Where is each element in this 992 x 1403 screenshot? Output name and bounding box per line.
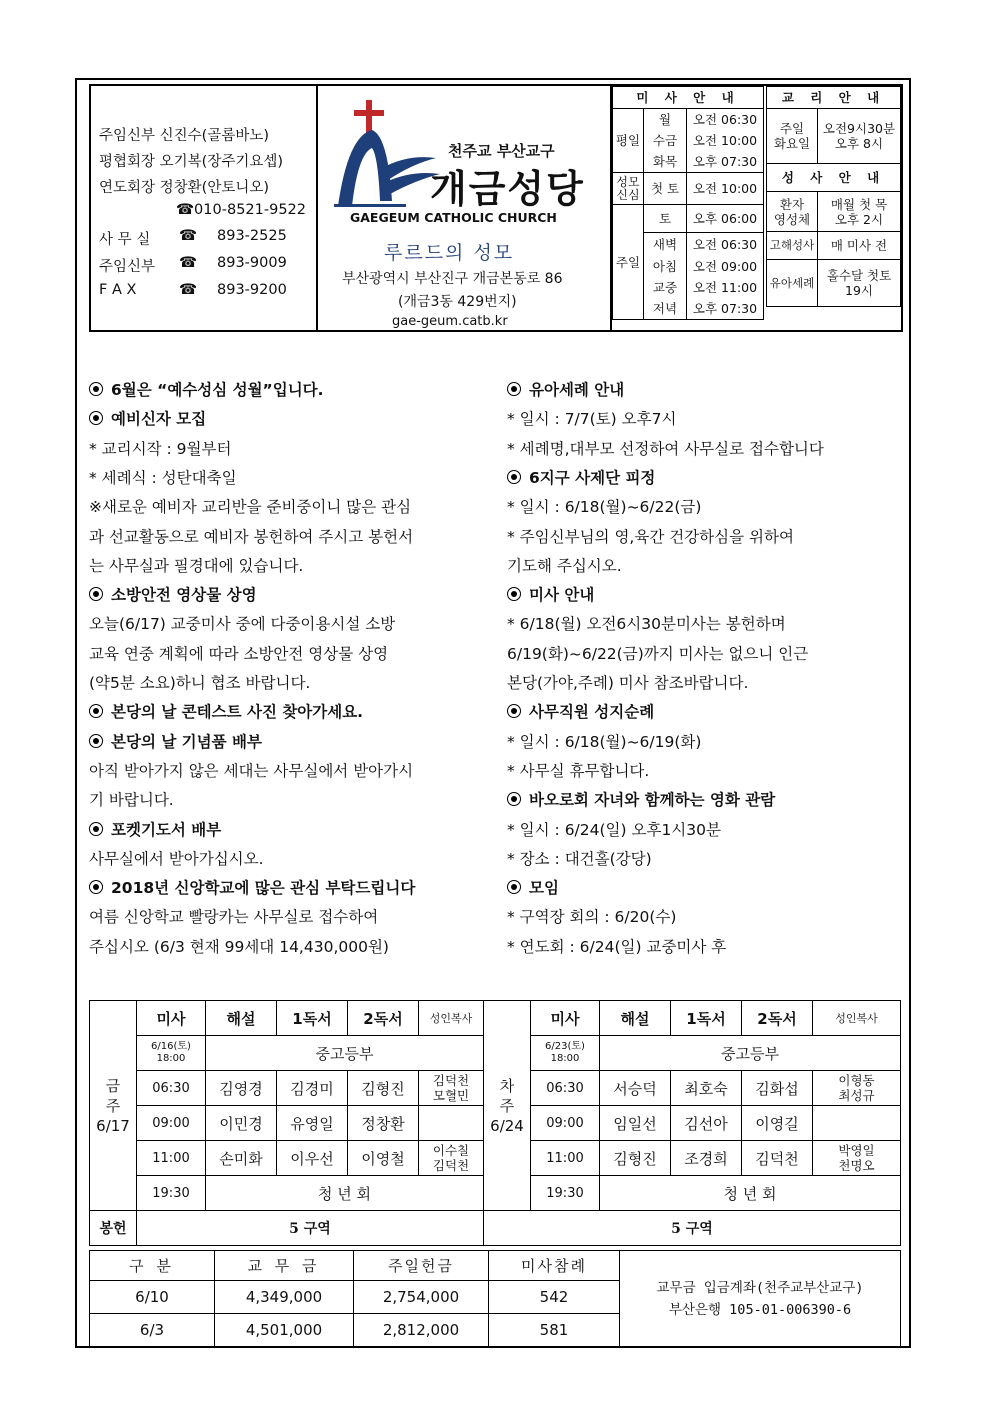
notice-heading: [507, 378, 624, 400]
catechism-days: 주일 화요일: [767, 109, 818, 164]
minister-cell: 김형진: [348, 1071, 419, 1106]
mass-title: 미 사 안 내: [613, 87, 764, 109]
this-week-label: 금 주 6/17: [90, 1001, 137, 1211]
notice-text: * 주임신부님의 영,육간 건강하심을 위하여: [507, 527, 794, 546]
col-header-reading2: 2독서: [742, 1001, 813, 1036]
finance-cell: 4,501,000: [215, 1314, 354, 1347]
notice-line: [89, 759, 413, 781]
catechism-sacrament-table: [766, 86, 901, 307]
diocese-name: 천주교 부산교구: [448, 142, 555, 160]
office-label: 사 무 실: [99, 232, 151, 248]
sat-time: 오후 06:00: [687, 205, 764, 233]
notice-heading: [89, 700, 363, 722]
notice-text: * 일시 : 6/24(일) 오후1시30분: [507, 820, 721, 839]
offering-this-week: 5 구역: [137, 1211, 484, 1246]
weekday-label: 평일: [613, 109, 644, 173]
weekday-day: 화목: [644, 151, 687, 173]
notice-line: [507, 525, 794, 547]
notice-text: 는 사무실과 필경대에 있습니다.: [89, 556, 304, 575]
notice-line: [89, 642, 388, 664]
minister-cell: 유영일: [277, 1106, 348, 1141]
address-line1: 부산광역시 부산진구 개금본동로 86: [342, 271, 563, 287]
minister-cell: 조경희: [671, 1141, 742, 1176]
notice-text: 2018년 신앙학교에 많은 관심 부탁드립니다: [111, 879, 416, 898]
notice-heading: [89, 378, 324, 400]
notice-text: 아직 받아가지 않은 세대는 사무실에서 받아가시: [89, 761, 414, 780]
notice-text: * 6/18(월) 오전6시30분미사는 봉헌하며: [507, 615, 786, 634]
sat-group: 중고등부: [206, 1036, 484, 1071]
notice-line: [507, 437, 824, 459]
col-header-mass: 미사: [531, 1001, 600, 1036]
notice-text: * 연도회 : 6/24(일) 교중미사 후: [507, 937, 727, 956]
bullet-circle-icon: [89, 734, 103, 748]
notice-line: [507, 671, 748, 693]
notice-text: 예비신자 모집: [111, 410, 207, 429]
account-line1: 교무금 입금계좌(천주교부산교구): [656, 1279, 864, 1296]
notice-heading: [89, 730, 262, 752]
bullet-circle-icon: [507, 792, 521, 806]
notice-text: 유아세례 안내: [529, 381, 625, 399]
notice-text: * 교리시작 : 9월부터: [89, 439, 232, 458]
notice-line: [507, 495, 701, 517]
sacrament-when: 매 미사 전: [818, 232, 901, 260]
evening-mass-time: 19:30: [531, 1176, 600, 1211]
sat-group: 중고등부: [600, 1036, 901, 1071]
pastor-phone-label: 주임신부: [99, 259, 156, 275]
notice-heading: [89, 876, 415, 898]
bullet-circle-icon: [507, 704, 521, 718]
bullet-circle-icon: [89, 704, 103, 718]
evening-group: 청 년 회: [206, 1176, 484, 1211]
finance-cell: 2,812,000: [354, 1314, 489, 1347]
notice-text: 교육 연중 계획에 따라 소방안전 영상물 상영: [89, 644, 389, 663]
phone-icon: ☎: [179, 228, 198, 244]
fax-label: F A X: [99, 282, 137, 298]
finance-cell: 2,754,000: [354, 1281, 489, 1314]
bullet-circle-icon: [507, 470, 521, 484]
phone-icon: ☎: [179, 255, 198, 271]
notice-text: * 세례명,대부모 선정하여 사무실로 접수합니다: [507, 439, 824, 458]
finance-header: 교 무 금: [215, 1251, 354, 1281]
notice-heading: [507, 700, 654, 722]
notice-line: [507, 407, 676, 429]
col-header-mass: 미사: [137, 1001, 206, 1036]
sat-day: 토: [644, 205, 687, 233]
notice-line: [89, 495, 411, 517]
bulletin-page: [75, 78, 911, 1348]
sacraments-title: 성 사 안 내: [767, 164, 901, 192]
bullet-circle-icon: [89, 382, 103, 396]
finance-cell: 6/3: [90, 1314, 215, 1347]
notice-text: 6지구 사제단 피정: [529, 468, 656, 487]
offering-next-week: 5 구역: [484, 1211, 901, 1246]
minister-cell: 이영길: [742, 1106, 813, 1141]
minister-cell: [419, 1106, 484, 1141]
minister-cell: 김덕천 모혈민: [419, 1071, 484, 1106]
mass-time-cell: 09:00: [531, 1106, 600, 1141]
notice-text: 6/19(화)~6/22(금)까지 미사는 없으니 인근: [507, 644, 809, 663]
bullet-circle-icon: [89, 822, 103, 836]
finance-header: 구 분: [90, 1251, 215, 1281]
finance-cell: 4,349,000: [215, 1281, 354, 1314]
ministry-schedule-table: [89, 1000, 901, 1246]
notice-heading: [89, 407, 206, 429]
minister-cell: 이형동 최성규: [813, 1071, 901, 1106]
notice-text: 본당의 날 콘테스트 사진 찾아가세요.: [111, 703, 364, 722]
sunday-time: 오전 09:00: [687, 256, 764, 277]
minister-cell: 박영일 천명오: [813, 1141, 901, 1176]
notice-line: [89, 554, 303, 576]
minister-cell: 김선아: [671, 1106, 742, 1141]
finance-header: 주일헌금: [354, 1251, 489, 1281]
col-header-reading1: 1독서: [277, 1001, 348, 1036]
minister-cell: 이우선: [277, 1141, 348, 1176]
sat-mass-time: 6/16(토) 18:00: [137, 1036, 206, 1071]
notice-text: * 사무실 휴무합니다.: [507, 761, 650, 780]
contacts-panel: [91, 86, 318, 330]
notice-heading: [507, 876, 559, 898]
minister-cell: 김화섭: [742, 1071, 813, 1106]
patron-name: 루르드의 성모: [384, 242, 515, 264]
notice-heading: [89, 818, 221, 840]
minister-cell: 서승덕: [600, 1071, 671, 1106]
account-info: [620, 1251, 901, 1347]
sacrament-when: 매월 첫 목 오후 2시: [818, 192, 901, 232]
header-box: [89, 84, 903, 332]
phone-icon: ☎: [179, 282, 198, 298]
notice-text: 미사 안내: [529, 586, 595, 605]
col-header-server: 성인복사: [813, 1001, 901, 1036]
notice-heading: [507, 583, 594, 605]
mass-time-cell: 06:30: [137, 1071, 206, 1106]
notice-text: * 일시 : 6/18(월)~6/22(금): [507, 498, 702, 517]
sunday-time: 오후 07:30: [687, 298, 764, 320]
notice-line: [507, 935, 726, 957]
minister-cell: 최호숙: [671, 1071, 742, 1106]
notice-text: 기도해 주십시오.: [507, 556, 622, 575]
notice-text: 소방안전 영상물 상영: [111, 586, 257, 605]
notice-line: [507, 730, 701, 752]
address-line2: (개금3동 429번지): [398, 294, 517, 310]
notice-text: 여름 신앙학교 빨랑카는 사무실로 접수하여: [89, 908, 379, 927]
church-english-name: GAEGEUM CATHOLIC CHURCH: [350, 210, 557, 225]
next-week-label: 차 주 6/24: [484, 1001, 531, 1211]
notice-text: 사무직원 성지순례: [529, 703, 655, 722]
church-logo-panel: [318, 86, 612, 330]
col-header-reading1: 1독서: [671, 1001, 742, 1036]
church-name: 개금성당: [430, 167, 585, 211]
notice-line: [507, 612, 786, 634]
minister-cell: 이민경: [206, 1106, 277, 1141]
bullet-circle-icon: [89, 587, 103, 601]
office-phone: 893-2525: [217, 228, 287, 244]
sunday-day: 저녁: [644, 298, 687, 320]
notice-line: [507, 847, 652, 869]
notice-text: * 일시 : 7/7(토) 오후7시: [507, 410, 677, 429]
account-line2: 부산은행 105-01-006390-6: [668, 1301, 852, 1318]
mass-time-cell: 11:00: [137, 1141, 206, 1176]
bullet-circle-icon: [507, 880, 521, 894]
council-line: 평협회장 오기복(장주기요셉): [99, 154, 284, 170]
minister-cell: 김경미: [277, 1071, 348, 1106]
sunday-day: 새벽: [644, 233, 687, 256]
notice-text: 포켓기도서 배부: [111, 820, 222, 839]
sacrament-when: 홀수달 첫토 19시: [818, 260, 901, 307]
notice-line: [507, 818, 721, 840]
marian-day: 첫 토: [644, 173, 687, 205]
notice-heading: [507, 466, 655, 488]
marian-label: 성모 신심: [613, 173, 644, 205]
minister-cell: 손미화: [206, 1141, 277, 1176]
finance-header: 미사참례: [489, 1251, 620, 1281]
minister-cell: [813, 1106, 901, 1141]
notice-text: 6월은 “예수성심 성월”입니다.: [111, 381, 324, 399]
mass-schedule-table: [612, 86, 764, 320]
weekday-day: 월: [644, 109, 687, 131]
mass-time-cell: 09:00: [137, 1106, 206, 1141]
weekday-time: 오전 10:00: [687, 131, 764, 151]
weekday-day: 수금: [644, 131, 687, 151]
col-header-server: 성인복사: [419, 1001, 484, 1036]
pastor-phone: 893-9009: [217, 255, 287, 271]
notice-text: 과 선교활동으로 예비자 봉헌하여 주시고 봉헌서: [89, 527, 414, 546]
finance-table: [89, 1250, 901, 1347]
minister-cell: 이영철: [348, 1141, 419, 1176]
notice-text: * 세례식 : 성탄대축일: [89, 468, 237, 487]
notice-text: * 구역장 회의 : 6/20(수): [507, 908, 677, 927]
catechism-title: 교 리 안 내: [767, 87, 901, 109]
notice-text: * 장소 : 대건홀(강당): [507, 849, 652, 868]
notice-line: [507, 642, 808, 664]
sunday-label: 주일: [613, 205, 644, 320]
notice-line: [89, 905, 378, 927]
notice-text: 바오로회 자녀와 함께하는 영화 관람: [529, 791, 776, 810]
notice-line: [89, 935, 389, 957]
weekday-time: 오후 07:30: [687, 151, 764, 173]
notice-line: [89, 437, 231, 459]
sunday-time: 오전 06:30: [687, 233, 764, 256]
finance-cell: 542: [489, 1281, 620, 1314]
evening-mass-time: 19:30: [137, 1176, 206, 1211]
notice-text: 오늘(6/17) 교중미사 중에 다중이용시설 소방: [89, 615, 396, 634]
sacrament-name: 고해성사: [767, 232, 818, 260]
minister-cell: 임일선: [600, 1106, 671, 1141]
pastor-line: 주임신부 신진수(골롬바노): [99, 128, 269, 144]
notice-line: [507, 905, 676, 927]
notice-text: ※새로운 예비자 교리반을 준비중이니 많은 관심: [89, 498, 412, 517]
notice-text: (약5분 소요)하니 협조 바랍니다.: [89, 674, 311, 692]
minister-cell: 김형진: [600, 1141, 671, 1176]
notice-line: [89, 525, 413, 547]
sunday-day: 아침: [644, 256, 687, 277]
website-link[interactable]: gae-geum.catb.kr: [392, 314, 508, 329]
sacrament-name: 환자 영성체: [767, 192, 818, 232]
notice-line: [89, 788, 174, 810]
notice-text: 기 바랍니다.: [89, 791, 174, 810]
fax-phone: 893-9200: [217, 282, 287, 298]
sacrament-name: 유아세례: [767, 260, 818, 307]
mass-time-cell: 11:00: [531, 1141, 600, 1176]
sunday-time: 오전 11:00: [687, 277, 764, 298]
col-header-commentary: 해설: [600, 1001, 671, 1036]
notice-line: [89, 671, 310, 693]
bullet-circle-icon: [507, 382, 521, 396]
sunday-day: 교중: [644, 277, 687, 298]
elders-line: 연도회장 정창환(안토니오): [99, 180, 269, 196]
notice-text: 모임: [529, 879, 559, 898]
weekday-time: 오전 06:30: [687, 109, 764, 131]
notice-text: 사무실에서 받아가십시오.: [89, 849, 264, 868]
col-header-reading2: 2독서: [348, 1001, 419, 1036]
notice-line: [507, 759, 649, 781]
notice-text: 본당(가야,주례) 미사 참조바랍니다.: [507, 674, 749, 692]
bullet-circle-icon: [507, 587, 521, 601]
notice-text: 주십시오 (6/3 현재 99세대 14,430,000원): [89, 937, 389, 956]
notice-heading: [507, 788, 775, 810]
catechism-times: 오전9시30분 오후 8시: [818, 109, 901, 164]
notice-line: [507, 554, 622, 576]
notice-text: 본당의 날 기념품 배부: [111, 732, 262, 751]
finance-cell: 581: [489, 1314, 620, 1347]
elders-phone: ☎010-8521-9522: [176, 202, 307, 218]
minister-cell: 김덕천: [742, 1141, 813, 1176]
bullet-circle-icon: [89, 880, 103, 894]
minister-cell: 정창환: [348, 1106, 419, 1141]
bullet-circle-icon: [89, 411, 103, 425]
notice-line: [89, 612, 395, 634]
notice-heading: [89, 583, 257, 605]
col-header-commentary: 해설: [206, 1001, 277, 1036]
notice-line: [89, 847, 264, 869]
notice-line: [89, 466, 237, 488]
notices-section: [89, 378, 903, 978]
minister-cell: 김영경: [206, 1071, 277, 1106]
notice-text: * 일시 : 6/18(월)~6/19(화): [507, 732, 702, 751]
minister-cell: 이수칠 김덕천: [419, 1141, 484, 1176]
sat-mass-time: 6/23(토) 18:00: [531, 1036, 600, 1071]
mass-time-cell: 06:30: [531, 1071, 600, 1106]
finance-cell: 6/10: [90, 1281, 215, 1314]
marian-time: 오전 10:00: [687, 173, 764, 205]
evening-group: 청 년 회: [600, 1176, 901, 1211]
offering-label: 봉헌: [90, 1211, 137, 1246]
